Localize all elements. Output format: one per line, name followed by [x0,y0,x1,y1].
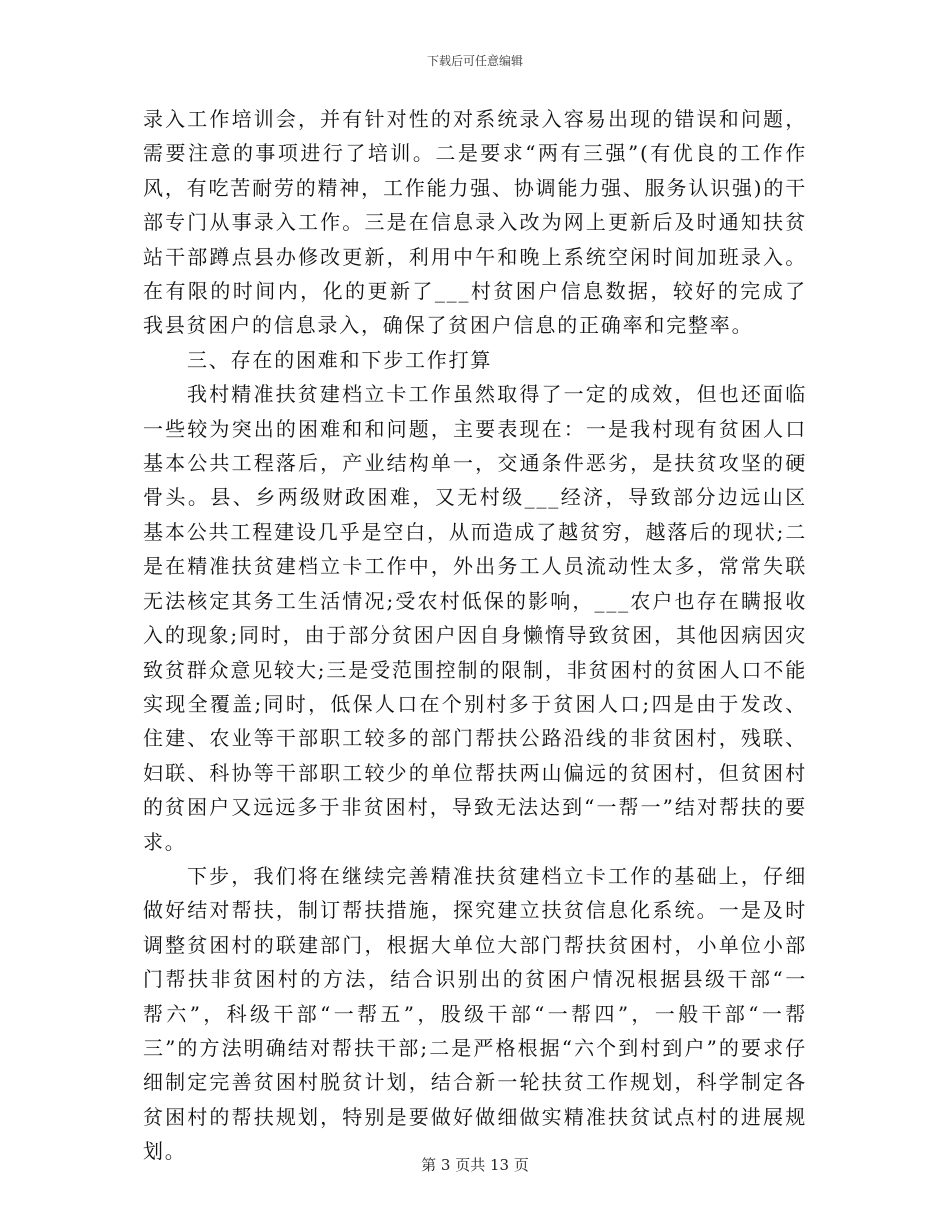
document-body [143,102,807,1169]
page-header: 下载后可任意编辑 [426,54,523,68]
paragraph-difficulties: 我村精准扶贫建档立卡工作虽然取得了一定的成效，但也还面临一些较为突出的困难和和问题，主要表现在：一是我村现有贫困人口基本公共工程落后，产业结构单一，交通条件恶劣，是扶贫攻坚的硬骨头。县、乡两级财政困难，又无村级___经济，导致部分边远山区基本公共工程建设几乎是空白，从而造成了越贫穷，越落后的现状;二是在精准扶贫建档立卡工作中，外出务工人员流动性太多，常常失联无法核定其务工生活情况;受农村低保的影响，___农户也存在瞒报收入的现象;同时，由于部分贫困户因自身懒惰导致贫困，其他因病因灾致贫群众意见较大;三是受范围控制的限制，非贫困村的贫困人口不能实现全覆盖;同时，低保人口在个别村多于贫困人口;四是由于发改、住建、农业等干部职工较多的部门帮扶公路沿线的非贫困村，残联、妇联、科协等干部职工较少的单位帮扶两山偏远的贫困村，但贫困村的贫困户又远远多于非贫困村，导致无法达到“一帮一”结对帮扶的要求。 [143,382,807,854]
paragraph-training-summary: 录入工作培训会，并有针对性的对系统录入容易出现的错误和问题，需要注意的事项进行了培训。二是要求“两有三强”(有优良的工作作风，有吃苦耐劳的精神，工作能力强、协调能力强、服务认识强)的干部专门从事录入工作。三是在信息录入改为网上更新后及时通知扶贫站干部蹲点县办修改更新，利用中午和晚上系统空闲时间加班录入。在有限的时间内，化的更新了___村贫困户信息数据，较好的完成了我县贫困户的信息录入，确保了贫困户信息的正确率和完整率。 [143,107,807,338]
page-number-footer: 第 3 页共 13 页 [421,1156,529,1174]
section-heading-difficulties: 三、存在的困难和下步工作打算 [187,347,493,372]
paragraph-next-steps: 下步，我们将在继续完善精准扶贫建档立卡工作的基础上，仔细做好结对帮扶，制订帮扶措施，探究建立扶贫信息化系统。一是及时调整贫困村的联建部门，根据大单位大部门帮扶贫困村，小单位小部门帮扶非贫困村的方法，结合识别出的贫困户情况根据县级干部“一帮六”，科级干部“一帮五”，股级干部“一帮四”，一般干部“一帮三”的方法明确结对帮扶干部;二是严格根据“六个到村到户”的要求仔细制定完善贫困村脱贫计划，结合新一轮扶贫工作规划，科学制定各贫困村的帮扶规划，特别是要做好做细做实精准扶贫试点村的进展规划。 [143,863,807,1164]
